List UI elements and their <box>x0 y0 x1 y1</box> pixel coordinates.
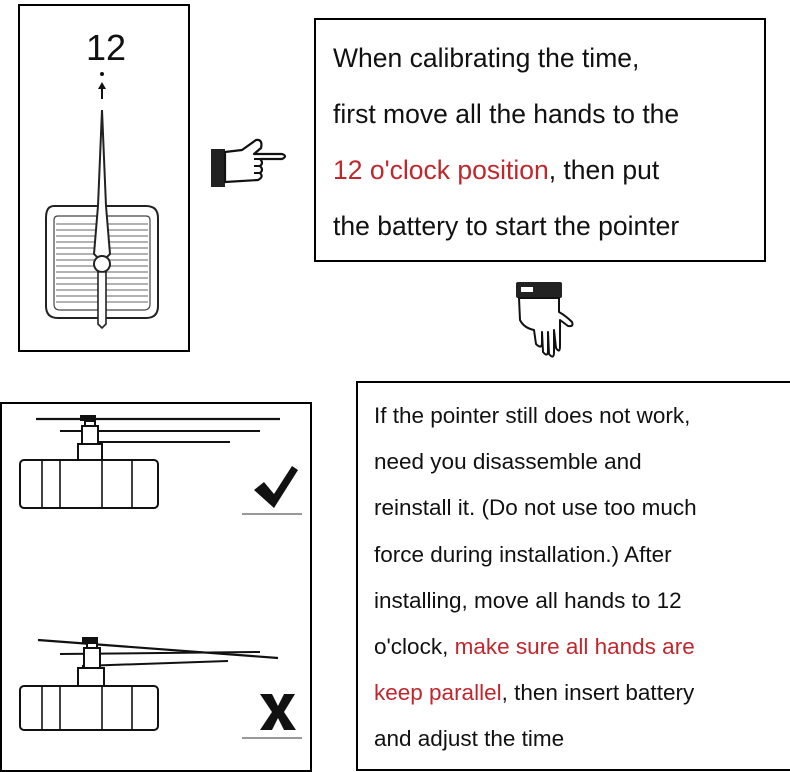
text-segment: , then put <box>548 155 660 185</box>
text-segment: and adjust the time <box>374 726 565 752</box>
text-line <box>374 485 697 531</box>
correct-assembly-illustration <box>20 415 280 508</box>
hand-alignment-diagram <box>2 404 310 770</box>
highlighted-text: make sure all hands are <box>454 634 695 660</box>
incorrect-assembly-illustration <box>20 637 278 730</box>
text-line <box>333 142 679 198</box>
clock-movement-illustration <box>20 6 188 350</box>
hand-alignment-diagram-panel <box>0 402 312 772</box>
text-line <box>333 30 679 86</box>
text-line <box>374 578 697 624</box>
text-segment: installing, move all hands to 12 <box>374 587 682 613</box>
marker-dot <box>100 72 104 76</box>
text-segment: o'clock, <box>374 634 455 660</box>
text-segment: When calibrating the time, <box>333 43 640 73</box>
text-segment: force during installation.) After <box>374 541 672 567</box>
instruction-2-text <box>374 393 697 763</box>
hour-12-label: 12 <box>85 27 127 68</box>
clock-hand <box>94 110 110 262</box>
instruction-box-calibration <box>314 18 766 262</box>
text-line <box>333 86 679 142</box>
text-segment: need you disassemble and <box>374 449 642 475</box>
instruction-box-reinstall <box>356 381 790 771</box>
text-segment: , then insert battery <box>501 680 695 706</box>
text-line <box>333 198 679 254</box>
text-segment: first move all the hands to the <box>333 99 680 129</box>
checkmark-icon <box>254 466 298 508</box>
hand-hub <box>94 256 110 272</box>
pointing-hand-down-icon <box>510 282 576 362</box>
text-segment: reinstall it. (Do not use too much <box>374 495 697 521</box>
text-segment: the battery to start the pointer <box>333 211 680 241</box>
x-mark-icon <box>260 694 296 730</box>
text-line <box>374 532 697 578</box>
second-hand-tail <box>98 272 106 328</box>
up-arrow-icon <box>98 82 106 99</box>
text-line <box>374 670 697 716</box>
highlighted-text: 12 o'clock position <box>333 155 549 185</box>
text-line <box>374 624 697 670</box>
instruction-1-text <box>333 30 679 254</box>
text-line <box>374 439 697 485</box>
pointing-hand-right-icon <box>206 138 290 188</box>
clock-movement-panel <box>18 4 190 352</box>
text-line <box>374 393 697 439</box>
text-segment: If the pointer still does not work, <box>374 403 691 428</box>
highlighted-text: keep parallel <box>374 680 502 706</box>
